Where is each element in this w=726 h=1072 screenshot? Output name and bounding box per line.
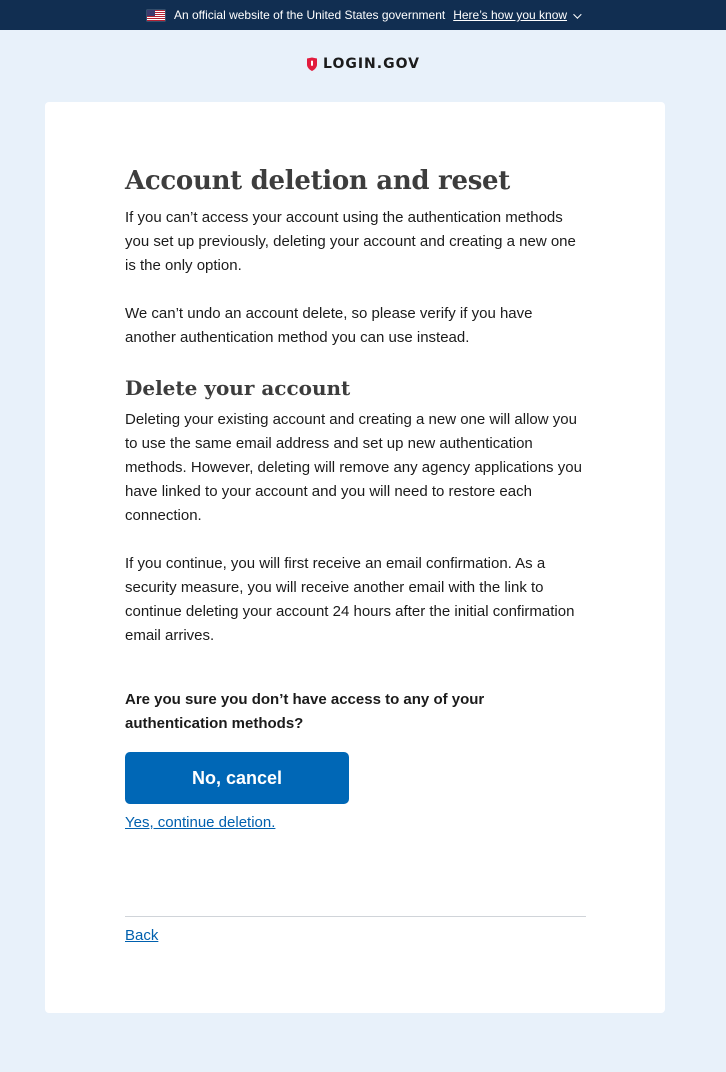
chevron-down-icon[interactable]	[573, 10, 581, 18]
delete-info-paragraph: Deleting your existing account and creating a new one will allow you to use the same email address and set up new authentication methods. However, deleting will remove any agency applications you have linked to your account and you will need to restore each connection.	[125, 411, 582, 524]
email-confirmation-paragraph: If you continue, you will first receive an email confirmation. As a security measure, you will receive another email with the link to continue deleting your account 24 hours after the initial confirmation email arrives.	[125, 555, 575, 644]
shield-icon	[306, 57, 318, 72]
section-heading: Delete your account	[125, 376, 351, 400]
logo-text: LOGIN.GOV	[323, 56, 420, 72]
divider	[125, 916, 586, 917]
back-link[interactable]: Back	[125, 927, 159, 944]
gov-banner	[0, 0, 726, 30]
main-card	[45, 102, 665, 1013]
intro-paragraph-1: If you can’t access your account using the authentication methods you set up previously, deleting your account and creating a new one is the only option.	[125, 209, 576, 274]
official-website-text: An official website of the United States government	[173, 8, 446, 22]
confirmation-question: Are you sure you don’t have access to any of your authentication methods?	[125, 691, 485, 732]
how-you-know-link[interactable]	[453, 8, 579, 22]
us-flag-icon	[147, 10, 165, 21]
login-gov-logo	[0, 56, 726, 72]
how-you-know-label[interactable]: Here’s how you know	[453, 8, 568, 22]
page-title: Account deletion and reset	[125, 166, 510, 196]
no-cancel-button[interactable]: No, cancel	[125, 752, 349, 804]
intro-paragraph-2: We can’t undo an account delete, so please verify if you have another authentication method you can use instead.	[125, 305, 533, 346]
continue-deletion-link[interactable]: Yes, continue deletion.	[125, 814, 276, 831]
